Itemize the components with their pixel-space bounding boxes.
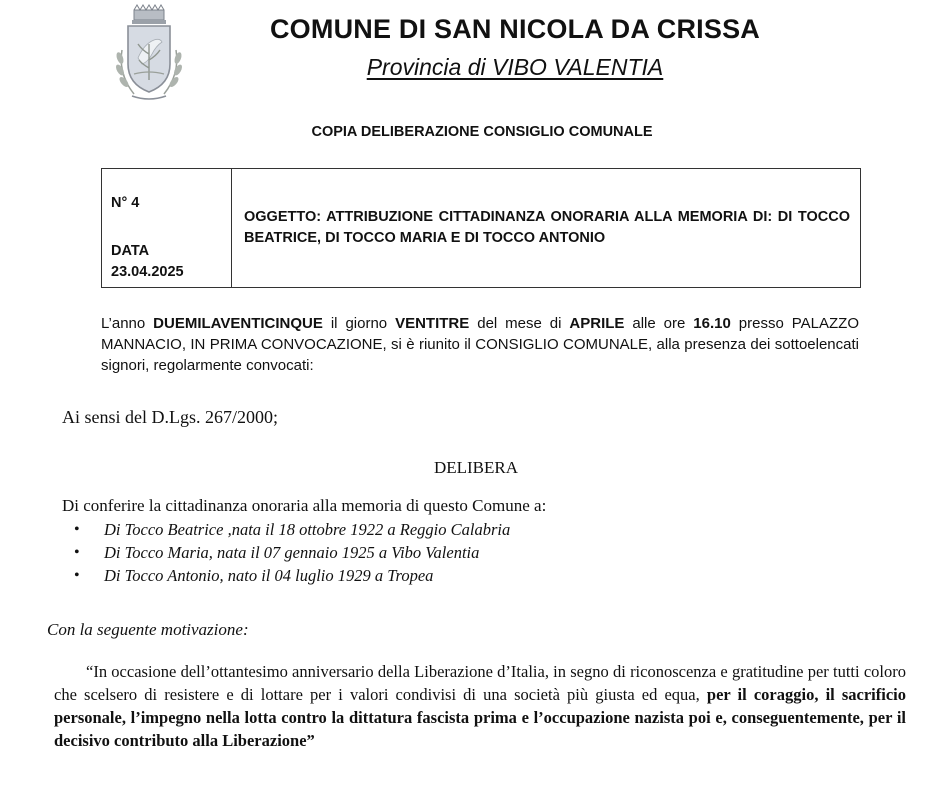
list-item: • Di Tocco Maria, nata il 07 gennaio 1925 a Vibo Valentia xyxy=(72,541,510,564)
motivation-quote xyxy=(54,660,906,752)
intro-text: presso PALAZZO MANNACIO, IN PRIMA CONVOCAZIONE, si è riunito il CONSIGLIO COMUNALE, alla presenza dei sottoelencati signori, regolarmente convocati: xyxy=(101,315,859,374)
intro-paragraph xyxy=(101,313,859,376)
intro-text: L’anno xyxy=(101,315,154,332)
intro-text: il giorno xyxy=(322,315,396,332)
list-item: • Di Tocco Beatrice ,nata il 18 ottobre 1922 a Reggio Calabria xyxy=(72,518,510,541)
deliberation-date: 23.04.2025 xyxy=(111,264,184,280)
deliberation-number: N° 4 xyxy=(111,195,140,211)
list-item: • Di Tocco Antonio, nato il 04 luglio 1929 a Tropea xyxy=(72,564,510,587)
intro-time: 16.10 xyxy=(693,315,731,332)
motivation-bold-text: per il coraggio, il sacrificio personale, l’impegno nella lotta contro la dittatura fascista prima e l’occupazione nazista poi e, conseguentemente, per il decisivo contributo alla Liberazione” xyxy=(54,685,907,750)
intro-year: DUEMILAVENTICINQUE xyxy=(153,315,323,332)
subject-cell: OGGETTO: ATTRIBUZIONE CITTADINANZA ONORARIA ALLA MEMORIA DI: DI TOCCO BEATRICE, DI TOCCO MARIA E DI TOCCO ANTONIO xyxy=(244,209,850,246)
legal-basis: Ai sensi del D.Lgs. 267/2000; xyxy=(62,407,278,427)
intro-text: alle ore xyxy=(624,315,694,332)
province-subtitle: Provincia di VIBO VALENTIA xyxy=(366,54,664,80)
record-meta-cell xyxy=(102,169,232,287)
honoree-list xyxy=(72,518,510,587)
intro-day: VENTITRE xyxy=(395,315,470,332)
intro-month: APRILE xyxy=(569,315,625,332)
motivation-label: Con la seguente motivazione: xyxy=(47,620,249,639)
document-type-heading: COPIA DELIBERAZIONE CONSIGLIO COMUNALE xyxy=(311,124,653,140)
record-box xyxy=(101,168,861,288)
intro-text: del mese di xyxy=(469,315,570,332)
motivation-text: “In occasione dell’ottantesimo anniversario della Liberazione d’Italia, in segno di riconoscenza e gratitudine per tutti coloro che scelsero di resistere e di lottare per i valori condivisi di una società più giusta ed equa, xyxy=(54,662,906,704)
date-label: DATA xyxy=(111,243,150,259)
decision-heading: DELIBERA xyxy=(433,458,519,477)
municipality-title: COMUNE DI SAN NICOLA DA CRISSA xyxy=(269,14,760,44)
decision-text: Di conferire la cittadinanza onoraria alla memoria di questo Comune a: xyxy=(62,496,547,515)
